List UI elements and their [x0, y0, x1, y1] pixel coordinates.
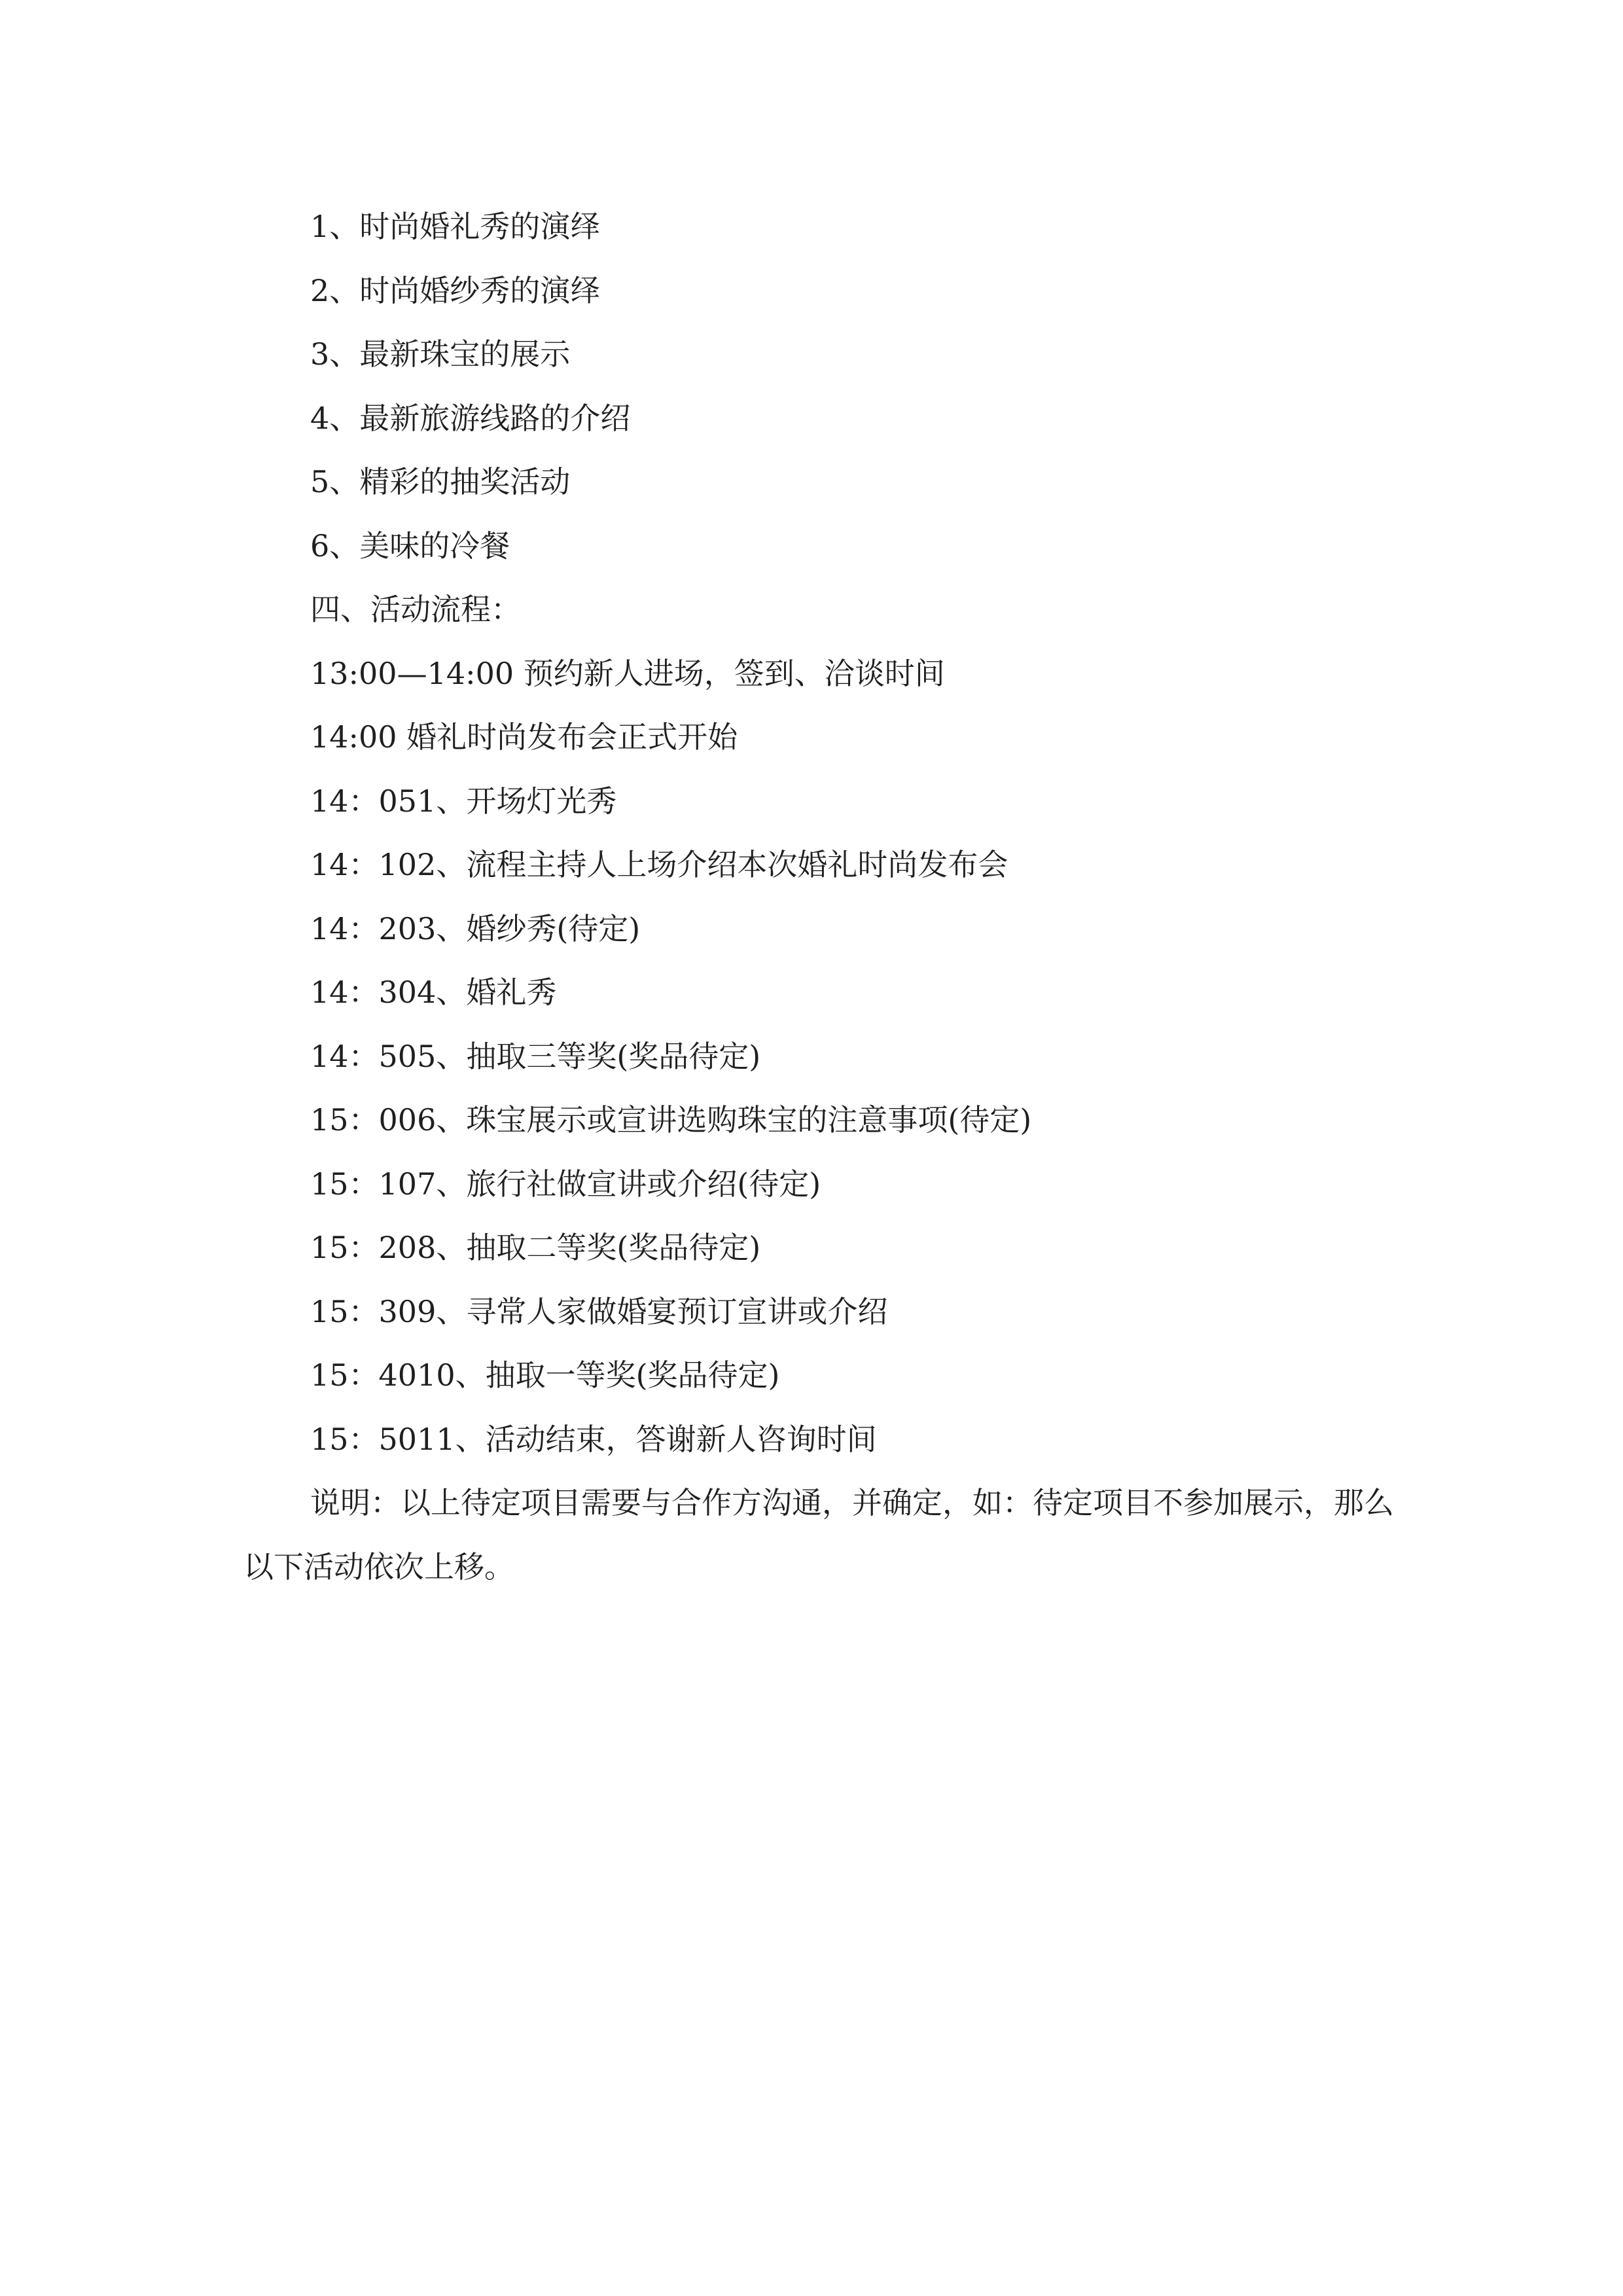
schedule-item-jewelry-talk: 15：006、珠宝展示或宣讲选购珠宝的注意事项(待定): [310, 1102, 1032, 1138]
schedule-item-closing: 15：5011、活动结束，答谢新人咨询时间: [310, 1421, 877, 1457]
section-heading-activity-flow: 四、活动流程：: [310, 592, 521, 627]
list-item-cold-buffet: 6、美味的冷餐: [310, 528, 510, 564]
schedule-item-first-prize: 15：4010、抽取一等奖(奖品待定): [310, 1357, 780, 1393]
list-item-lottery: 5、精彩的抽奖活动: [310, 464, 571, 499]
list-item-jewelry-display: 3、最新珠宝的展示: [310, 336, 571, 372]
list-item-wedding-show: 1、时尚婚礼秀的演绎: [310, 209, 601, 244]
list-item-bridal-dress-show: 2、时尚婚纱秀的演绎: [310, 272, 601, 308]
schedule-item-banquet-booking: 15：309、寻常人家做婚宴预订宣讲或介绍: [310, 1293, 888, 1329]
schedule-item-host-intro: 14：102、流程主持人上场介绍本次婚礼时尚发布会: [310, 847, 1008, 882]
schedule-item-travel-agency: 15：107、旅行社做宣讲或介绍(待定): [310, 1166, 821, 1202]
document-body: [243, 195, 1395, 1599]
explanatory-note: 说明：以上待定项目需要与合作方沟通，并确定，如：待定项目不参加展示，那么以下活动依次上移。: [243, 1485, 1394, 1585]
schedule-item-third-prize: 14：505、抽取三等奖(奖品待定): [310, 1038, 761, 1074]
schedule-item-check-in: 13:00—14:00 预约新人进场，签到、洽谈时间: [310, 655, 945, 691]
schedule-item-wedding-show: 14：304、婚礼秀: [310, 975, 557, 1010]
list-item-travel-routes: 4、最新旅游线路的介绍: [310, 400, 631, 436]
schedule-item-second-prize: 15：208、抽取二等奖(奖品待定): [310, 1230, 761, 1265]
schedule-item-light-show: 14：051、开场灯光秀: [310, 783, 617, 819]
schedule-item-bridal-show: 14：203、婚纱秀(待定): [310, 910, 641, 946]
schedule-item-launch-start: 14:00 婚礼时尚发布会正式开始: [310, 719, 738, 755]
